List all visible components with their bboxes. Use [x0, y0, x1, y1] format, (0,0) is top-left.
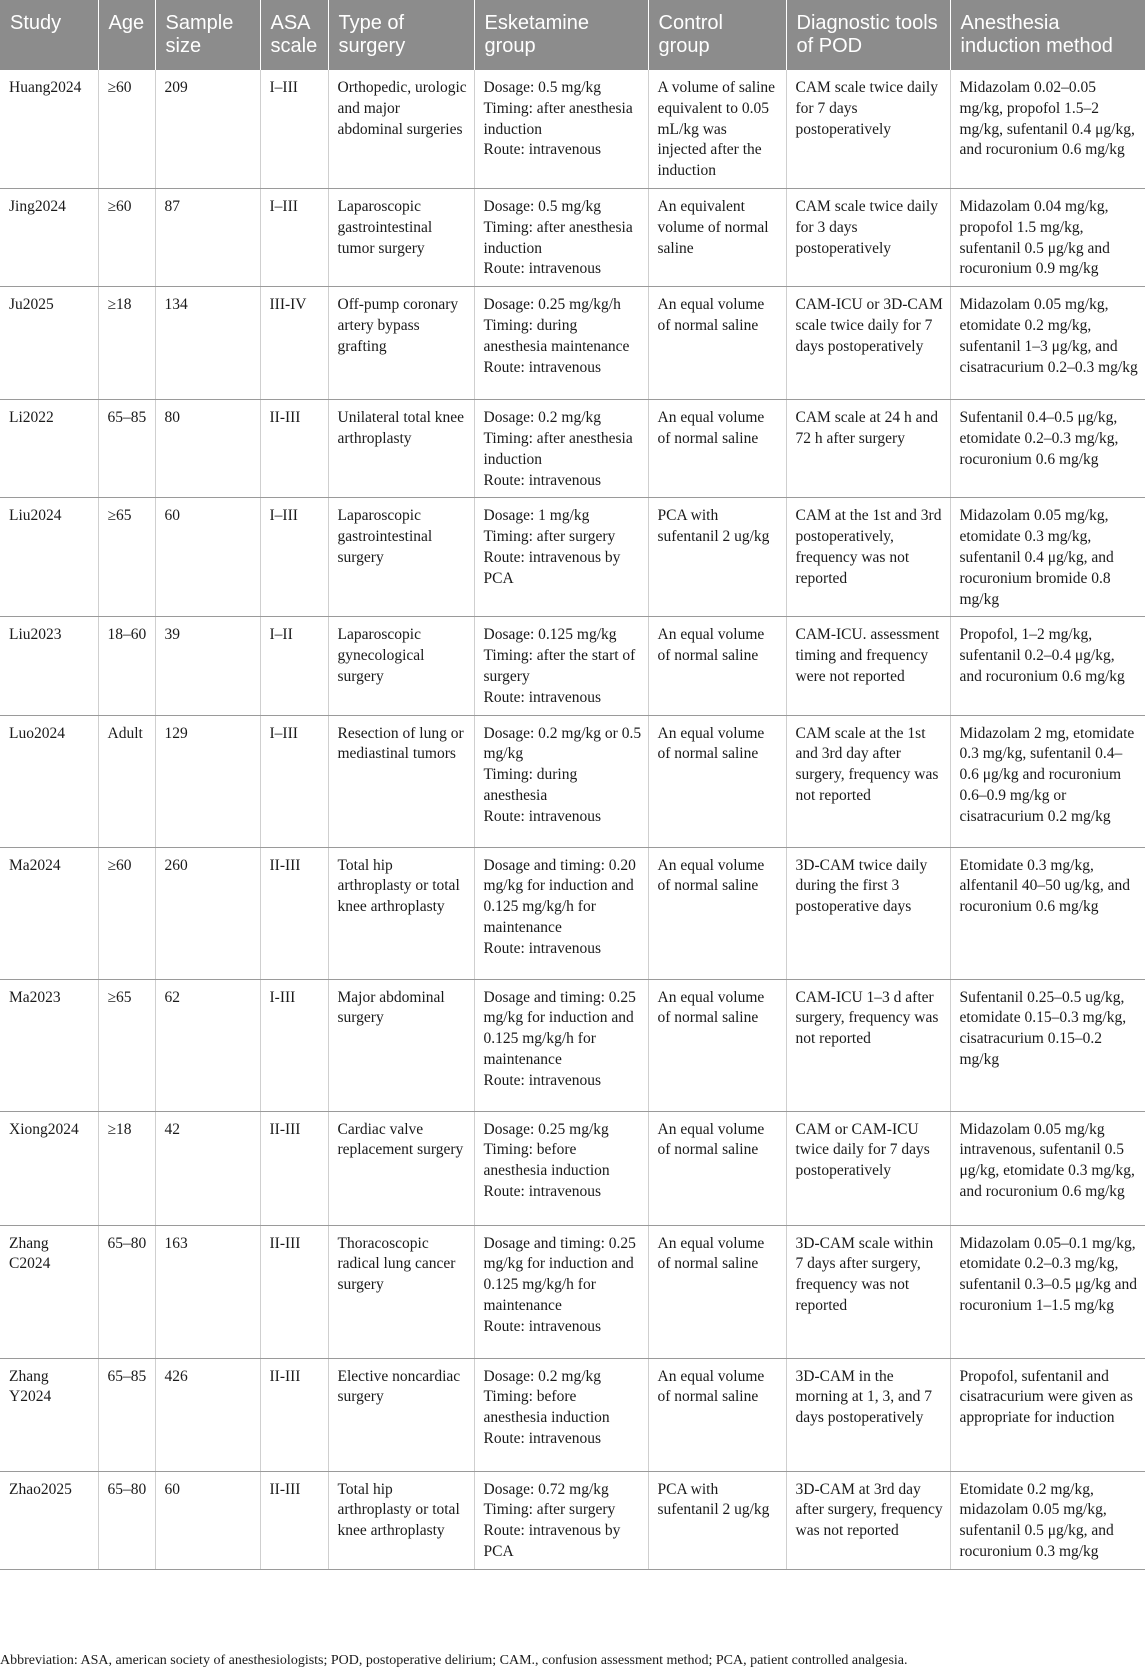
cell-diagnostic-tools: 3D-CAM at 3rd day after surgery, frequency was not reported [786, 1471, 950, 1569]
cell-line: Dosage: 0.72 mg/kg [483, 1480, 609, 1498]
cell-sample-size: 60 [155, 498, 260, 617]
cell-asa-scale: I–III [260, 70, 328, 188]
cell-diagnostic-tools: 3D-CAM scale within 7 days after surgery, frequency was not reported [786, 1225, 950, 1358]
cell-sample-size: 209 [155, 70, 260, 188]
cell-control-group: PCA with sufentanil 2 ug/kg [648, 498, 786, 617]
cell-type-of-surgery: Laparoscopic gastrointestinal tumor surgery [328, 188, 474, 286]
cell-diagnostic-tools: CAM scale twice daily for 7 days postoperatively [786, 70, 950, 188]
table-row [0, 1358, 1145, 1471]
cell-type-of-surgery: Total hip arthroplasty or total knee arthroplasty [328, 1471, 474, 1569]
cell-line: Timing: after surgery [483, 528, 616, 546]
cell-study: Ju2025 [0, 287, 98, 400]
cell-age: Adult [98, 715, 155, 847]
cell-type-of-surgery: Total hip arthroplasty or total knee arthroplasty [328, 847, 474, 979]
cell-line: Route: intravenous [483, 1429, 602, 1447]
cell-type-of-surgery: Major abdominal surgery [328, 979, 474, 1111]
table-row [0, 1111, 1145, 1225]
cell-control-group: A volume of saline equivalent to 0.05 mL/kg was injected after the induction [648, 70, 786, 188]
cell-study: Zhang Y2024 [0, 1358, 98, 1471]
cell-age: 65–85 [98, 400, 155, 498]
cell-line: Dosage and timing: 0.25 mg/kg for induction and 0.125 mg/kg/h for maintenance [483, 988, 640, 1068]
cell-line: Route: intravenous by PCA [483, 548, 625, 587]
cell-age: 18–60 [98, 617, 155, 715]
cell-asa-scale: II-III [260, 1471, 328, 1569]
cell-line: Timing: before anesthesia induction [483, 1388, 610, 1427]
cell-age: ≥18 [98, 287, 155, 400]
cell-asa-scale: I-III [260, 979, 328, 1111]
cell-induction-method: Propofol, 1–2 mg/kg, sufentanil 0.2–0.4 μg/kg, and rocuronium 0.6 mg/kg [950, 617, 1145, 715]
cell-line: Route: intravenous by PCA [483, 1522, 625, 1560]
col-header-sample-size: Sample size [155, 0, 260, 70]
cell-sample-size: 39 [155, 617, 260, 715]
cell-type-of-surgery: Laparoscopic gynecological surgery [328, 617, 474, 715]
cell-line: Route: intravenous [483, 1182, 602, 1200]
cell-diagnostic-tools: 3D-CAM in the morning at 1, 3, and 7 days postoperatively [786, 1358, 950, 1471]
cell-study: Zhang C2024 [0, 1225, 98, 1358]
cell-control-group: An equal volume of normal saline [648, 1225, 786, 1358]
cell-induction-method: Midazolam 0.05 mg/kg, etomidate 0.3 mg/kg, sufentanil 0.4 μg/kg, and rocuronium bromide 0.8 mg/kg [950, 498, 1145, 617]
cell-line: Dosage: 0.25 mg/kg/h [483, 296, 621, 314]
cell-induction-method: Midazolam 0.05 mg/kg, etomidate 0.2 mg/kg, sufentanil 1–3 μg/kg, and cisatracurium 0.2–0.3 mg/kg [950, 287, 1145, 400]
cell-control-group: An equal volume of normal saline [648, 617, 786, 715]
cell-line: Dosage and timing: 0.20 mg/kg for induction and 0.125 mg/kg/h for maintenance [483, 856, 640, 936]
cell-age: ≥18 [98, 1111, 155, 1225]
cell-type-of-surgery: Unilateral total knee arthroplasty [328, 400, 474, 498]
cell-control-group: An equal volume of normal saline [648, 400, 786, 498]
cell-line: Route: intravenous [483, 939, 602, 957]
cell-control-group: An equal volume of normal saline [648, 979, 786, 1111]
table-row [0, 1225, 1145, 1358]
cell-study: Luo2024 [0, 715, 98, 847]
cell-induction-method: Sufentanil 0.4–0.5 μg/kg, etomidate 0.2–0.3 mg/kg, rocuronium 0.6 mg/kg [950, 400, 1145, 498]
cell-asa-scale: III-IV [260, 287, 328, 400]
cell-asa-scale: II-III [260, 1111, 328, 1225]
col-header-diagnostic-tools: Diagnostic tools of POD [786, 0, 950, 70]
cell-type-of-surgery: Laparoscopic gastrointestinal surgery [328, 498, 474, 617]
cell-control-group: An equal volume of normal saline [648, 1111, 786, 1225]
col-header-induction-method: Anesthesia induction method [950, 0, 1145, 70]
cell-age: ≥60 [98, 847, 155, 979]
cell-diagnostic-tools: 3D-CAM twice daily during the first 3 postoperative days [786, 847, 950, 979]
cell-sample-size: 134 [155, 287, 260, 400]
cell-esketamine-group [474, 979, 648, 1111]
table-row [0, 1471, 1145, 1569]
table-body [0, 70, 1145, 1569]
table-row [0, 70, 1145, 188]
cell-line: Route: intravenous [483, 471, 602, 489]
header-row [0, 0, 1145, 70]
cell-sample-size: 426 [155, 1358, 260, 1471]
table-row [0, 498, 1145, 617]
cell-asa-scale: I–III [260, 715, 328, 847]
cell-control-group: An equal volume of normal saline [648, 1358, 786, 1471]
cell-study: Huang2024 [0, 70, 98, 188]
table-row [0, 979, 1145, 1111]
cell-sample-size: 80 [155, 400, 260, 498]
cell-sample-size: 62 [155, 979, 260, 1111]
cell-study: Liu2024 [0, 498, 98, 617]
cell-line: Route: intravenous [483, 688, 602, 706]
cell-diagnostic-tools: CAM at the 1st and 3rd postoperatively, frequency was not reported [786, 498, 950, 617]
cell-line: Route: intravenous [483, 1071, 602, 1089]
cell-sample-size: 42 [155, 1111, 260, 1225]
cell-type-of-surgery: Resection of lung or mediastinal tumors [328, 715, 474, 847]
cell-line: Dosage: 0.2 mg/kg or 0.5 mg/kg [483, 724, 645, 763]
cell-line: Dosage: 1 mg/kg [483, 507, 590, 525]
cell-study: Li2022 [0, 400, 98, 498]
cell-diagnostic-tools: CAM-ICU or 3D-CAM scale twice daily for 7 days postoperatively [786, 287, 950, 400]
cell-induction-method: Midazolam 0.05–0.1 mg/kg, etomidate 0.2–0.3 mg/kg, sufentanil 0.3–0.5 μg/kg and rocuronium 1–1.5 mg/kg [950, 1225, 1145, 1358]
cell-age: 65–80 [98, 1225, 155, 1358]
cell-study: Ma2024 [0, 847, 98, 979]
cell-age: ≥60 [98, 188, 155, 286]
cell-control-group: An equivalent volume of normal saline [648, 188, 786, 286]
cell-age: ≥65 [98, 498, 155, 617]
cell-sample-size: 87 [155, 188, 260, 286]
cell-line: Dosage: 0.5 mg/kg [483, 197, 602, 215]
cell-induction-method: Sufentanil 0.25–0.5 ug/kg, etomidate 0.15–0.3 mg/kg, cisatracurium 0.15–0.2 mg/kg [950, 979, 1145, 1111]
cell-line: Dosage: 0.25 mg/kg [483, 1120, 609, 1138]
cell-control-group: An equal volume of normal saline [648, 287, 786, 400]
cell-asa-scale: II-III [260, 1358, 328, 1471]
table-row [0, 715, 1145, 847]
cell-line: Route: intravenous [483, 807, 602, 825]
col-header-study: Study [0, 0, 98, 70]
cell-esketamine-group [474, 1471, 648, 1569]
col-header-type-of-surgery: Type of surgery [328, 0, 474, 70]
cell-diagnostic-tools: CAM-ICU 1–3 d after surgery, frequency was not reported [786, 979, 950, 1111]
cell-diagnostic-tools: CAM-ICU. assessment timing and frequency were not reported [786, 617, 950, 715]
cell-asa-scale: II-III [260, 847, 328, 979]
cell-line: Timing: after anesthesia induction [483, 99, 637, 138]
cell-induction-method: Propofol, sufentanil and cisatracurium were given as appropriate for induction [950, 1358, 1145, 1471]
cell-sample-size: 260 [155, 847, 260, 979]
cell-line: Dosage: 0.125 mg/kg [483, 626, 617, 644]
cell-induction-method: Midazolam 0.05 mg/kg intravenous, sufentanil 0.5 μg/kg, etomidate 0.3 mg/kg, and rocuronium 0.6 mg/kg [950, 1111, 1145, 1225]
cell-age: ≥65 [98, 979, 155, 1111]
table-row [0, 400, 1145, 498]
cell-type-of-surgery: Thoracoscopic radical lung cancer surgery [328, 1225, 474, 1358]
cell-asa-scale: I–II [260, 617, 328, 715]
cell-esketamine-group [474, 847, 648, 979]
cell-type-of-surgery: Off-pump coronary artery bypass grafting [328, 287, 474, 400]
cell-study: Jing2024 [0, 188, 98, 286]
cell-control-group: An equal volume of normal saline [648, 715, 786, 847]
table-row [0, 847, 1145, 979]
cell-esketamine-group [474, 617, 648, 715]
cell-sample-size: 60 [155, 1471, 260, 1569]
cell-control-group: An equal volume of normal saline [648, 847, 786, 979]
cell-sample-size: 129 [155, 715, 260, 847]
cell-esketamine-group [474, 287, 648, 400]
cell-sample-size: 163 [155, 1225, 260, 1358]
cell-asa-scale: II-III [260, 400, 328, 498]
cell-esketamine-group [474, 1225, 648, 1358]
cell-asa-scale: II-III [260, 1225, 328, 1358]
cell-line: Dosage: 0.2 mg/kg [483, 1367, 602, 1385]
cell-induction-method: Midazolam 2 mg, etomidate 0.3 mg/kg, sufentanil 0.4–0.6 μg/kg and rocuronium 0.6–0.9 mg/kg or cisatracurium 0.2 mg/kg [950, 715, 1145, 847]
cell-line: Timing: after anesthesia induction [483, 218, 637, 257]
cell-age: ≥60 [98, 70, 155, 188]
cell-type-of-surgery: Orthopedic, urologic and major abdominal surgeries [328, 70, 474, 188]
cell-study: Zhao2025 [0, 1471, 98, 1569]
cell-esketamine-group [474, 70, 648, 188]
cell-diagnostic-tools: CAM or CAM-ICU twice daily for 7 days postoperatively [786, 1111, 950, 1225]
cell-line: Route: intravenous [483, 358, 602, 376]
cell-line: Dosage: 0.5 mg/kg [483, 79, 602, 96]
cell-esketamine-group [474, 400, 648, 498]
col-header-control-group: Control group [648, 0, 786, 70]
col-header-asa-scale: ASA scale [260, 0, 328, 70]
cell-control-group: PCA with sufentanil 2 ug/kg [648, 1471, 786, 1569]
col-header-age: Age [98, 0, 155, 70]
cell-line: Timing: before anesthesia induction [483, 1141, 610, 1180]
col-header-esketamine-group: Esketamine group [474, 0, 648, 70]
cell-induction-method: Etomidate 0.2 mg/kg, midazolam 0.05 mg/kg, sufentanil 0.5 μg/kg, and rocuronium 0.3 mg/kg [950, 1471, 1145, 1569]
table-row [0, 617, 1145, 715]
cell-type-of-surgery: Elective noncardiac surgery [328, 1358, 474, 1471]
cell-line: Dosage and timing: 0.25 mg/kg for induction and 0.125 mg/kg/h for maintenance [483, 1234, 640, 1314]
table-footnote: Abbreviation: ASA, american society of anesthesiologists; POD, postoperative delirium; CAM., confusion assessment method; PCA, patient controlled analgesia. [0, 1653, 908, 1668]
cell-age: 65–80 [98, 1471, 155, 1569]
cell-line: Timing: during anesthesia [483, 766, 582, 804]
cell-line: Route: intravenous [483, 260, 602, 278]
cell-line: Timing: after surgery [483, 1501, 616, 1519]
cell-line: Timing: after the start of surgery [483, 647, 640, 685]
cell-asa-scale: I–III [260, 188, 328, 286]
cell-line: Timing: during anesthesia maintenance [483, 316, 630, 355]
cell-induction-method: Midazolam 0.04 mg/kg, propofol 1.5 mg/kg, sufentanil 0.5 μg/kg and rocuronium 0.9 mg/kg [950, 188, 1145, 286]
cell-induction-method: Midazolam 0.02–0.05 mg/kg, propofol 1.5–2 mg/kg, sufentanil 0.4 μg/kg, and rocuronium 0.6 mg/kg [950, 70, 1145, 188]
cell-diagnostic-tools: CAM scale at the 1st and 3rd day after surgery, frequency was not reported [786, 715, 950, 847]
cell-induction-method: Etomidate 0.3 mg/kg, alfentanil 40–50 ug/kg, and rocuronium 0.6 mg/kg [950, 847, 1145, 979]
cell-diagnostic-tools: CAM scale at 24 h and 72 h after surgery [786, 400, 950, 498]
cell-esketamine-group [474, 188, 648, 286]
cell-line: Route: intravenous [483, 1317, 602, 1335]
cell-study: Xiong2024 [0, 1111, 98, 1225]
table-row [0, 188, 1145, 286]
cell-age: 65–85 [98, 1358, 155, 1471]
cell-study: Ma2023 [0, 979, 98, 1111]
cell-esketamine-group [474, 715, 648, 847]
cell-line: Route: intravenous [483, 141, 602, 159]
table-row [0, 287, 1145, 400]
cell-asa-scale: I–III [260, 498, 328, 617]
cell-diagnostic-tools: CAM scale twice daily for 3 days postoperatively [786, 188, 950, 286]
cell-esketamine-group [474, 1111, 648, 1225]
cell-line: Dosage: 0.2 mg/kg [483, 409, 602, 427]
cell-esketamine-group [474, 1358, 648, 1471]
cell-esketamine-group [474, 498, 648, 617]
cell-line: Timing: after anesthesia induction [483, 429, 637, 468]
cell-type-of-surgery: Cardiac valve replacement surgery [328, 1111, 474, 1225]
cell-study: Liu2023 [0, 617, 98, 715]
